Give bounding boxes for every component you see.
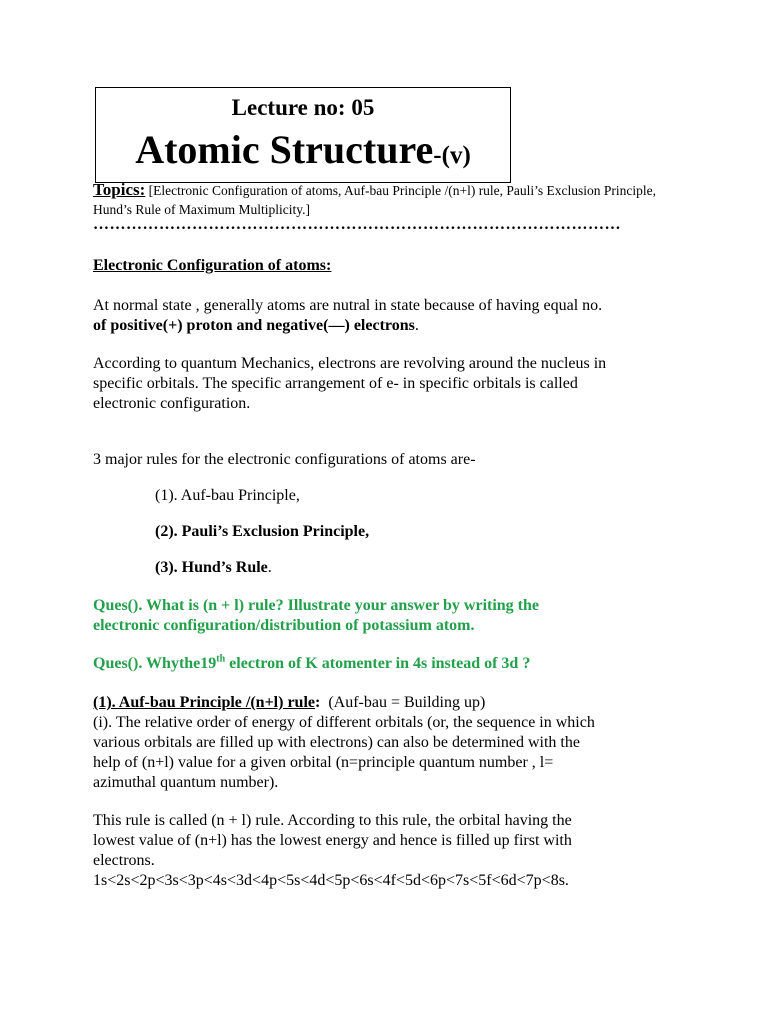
rule-item-2: (2). Pauli’s Exclusion Principle, xyxy=(155,523,370,540)
title-box xyxy=(95,87,511,183)
rule-3-text: (3). Hund’s Rule xyxy=(155,559,268,576)
topics-text: [Electronic Configuration of atoms, Auf-bau Principle /(n+l) rule, Pauli’s Exclusion Principle, Hund’s Rule of Maximum Multiplicity.] xyxy=(93,183,657,217)
question-2-start: Ques(). Whythe19 xyxy=(93,655,217,672)
paragraph-normal-state xyxy=(93,296,693,336)
paragraph-line: lowest value of (n+l) has the lowest energy and hence is filled up first with xyxy=(93,832,572,849)
aufbau-heading-line xyxy=(93,693,693,713)
page-title xyxy=(96,126,510,180)
paragraph-line: specific orbitals. The specific arrangement of e- in specific orbitals is called xyxy=(93,375,578,392)
paragraph-n-plus-l-rule xyxy=(93,811,693,891)
paragraph-line: various orbitals are filled up with electrons) can also be determined with the xyxy=(93,734,580,751)
topics-block xyxy=(93,180,683,219)
rules-intro: 3 major rules for the electronic configurations of atoms are- xyxy=(93,451,476,468)
paragraph-line: At normal state , generally atoms are nutral in state because of having equal no. xyxy=(93,297,603,314)
paragraph-relative-order xyxy=(93,713,693,793)
aufbau-note: (Auf-bau = Building up) xyxy=(328,694,486,711)
paragraph-line: This rule is called (n + l) rule. According to this rule, the orbital having the xyxy=(93,812,572,829)
title-text: Atomic Structure xyxy=(135,127,434,172)
section-heading-electronic-configuration: Electronic Configuration of atoms: xyxy=(93,257,332,274)
lecture-number: Lecture no: 05 xyxy=(231,95,375,120)
bold-text: of positive(+) proton and negative(—) electrons xyxy=(93,317,415,334)
period: . xyxy=(267,559,272,576)
question-1 xyxy=(93,596,693,636)
rule-item-3 xyxy=(155,558,755,578)
paragraph-line: electronic configuration. xyxy=(93,395,251,412)
paragraph-quantum-mechanics xyxy=(93,354,693,414)
paragraph-line: help of (n+l) value for a given orbital (n=principle quantum number , l= xyxy=(93,754,554,771)
title-suffix: -(v) xyxy=(433,142,471,169)
rule-item-1: (1). Auf-bau Principle, xyxy=(155,487,300,504)
question-line: Ques(). What is (n + l) rule? Illustrate your answer by writing the xyxy=(93,597,540,614)
question-2 xyxy=(93,654,693,674)
dotted-divider: …………………………………………………………………………………… xyxy=(93,216,621,233)
heading-colon: : xyxy=(315,694,321,711)
aufbau-heading: (1). Auf-bau Principle /(n+l) rule xyxy=(93,694,315,711)
paragraph-line: azimuthal quantum number). xyxy=(93,774,279,791)
topics-label: Topics: xyxy=(93,180,146,199)
orbital-sequence: 1s<2s<2p<3s<3p<4s<3d<4p<5s<4d<5p<6s<4f<5d<6p<7s<5f<6d<7p<8s. xyxy=(93,872,569,889)
period: . xyxy=(414,317,419,334)
paragraph-line xyxy=(93,316,693,336)
paragraph-line: (i). The relative order of energy of different orbitals (or, the sequence in which xyxy=(93,714,595,731)
superscript-th: th xyxy=(216,653,226,665)
paragraph-line: electrons. xyxy=(93,852,155,869)
paragraph-line: According to quantum Mechanics, electrons are revolving around the nucleus in xyxy=(93,355,607,372)
question-line: electronic configuration/distribution of potassium atom. xyxy=(93,617,475,634)
question-2-end: electron of K atomenter in 4s instead of 3d ? xyxy=(225,655,531,672)
